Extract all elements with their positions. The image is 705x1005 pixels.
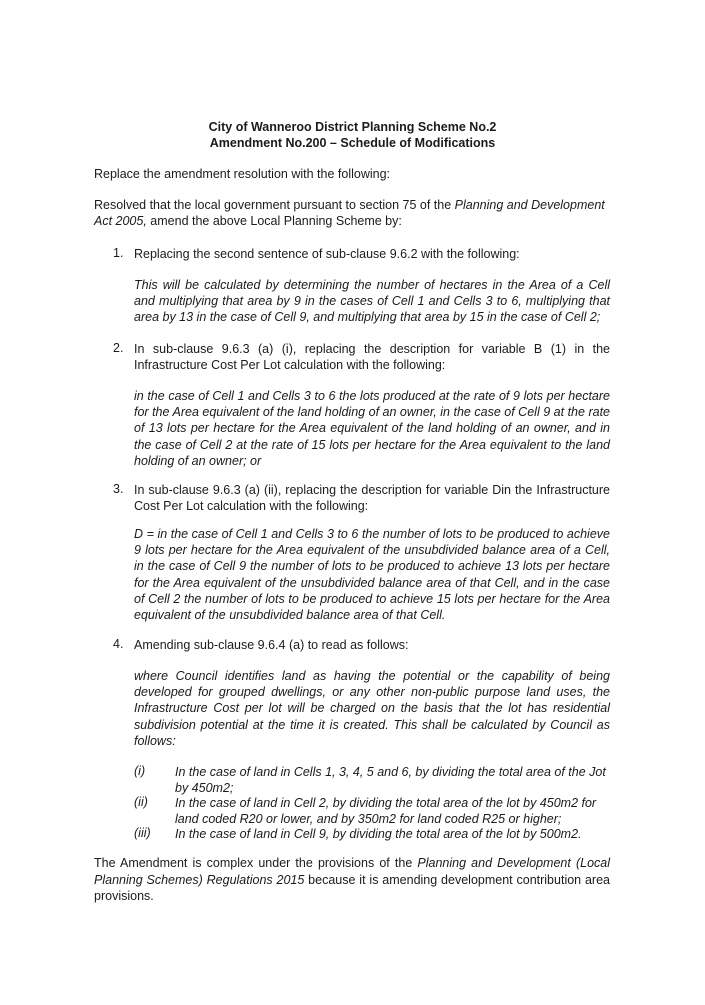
closing-text-before: The Amendment is complex under the provisions of the [94, 856, 418, 870]
item-quote: D = in the case of Cell 1 and Cells 3 to 6 the number of lots to be produced to achieve 9 lots per hectare for the Area equivalent of the unsubdivided balance area of a Cell, in the case of Cell 9 the number of lots to be produced to achieve 13 lots per hectare for the Area equivalent of the unsubdivided balance area of that Cell, and in the case of Cell 2 the number of lots to be produced to achieve 15 lots per hectare for the Area equivalent of the unsubdivided balance area of that Cell. [134, 527, 610, 623]
closing-text-after: because it is amending development contribution area provisions. [94, 872, 610, 903]
regulation-name: Planning and Development (Local Planning Schemes) Regulations 2015 [94, 856, 610, 887]
item-quote: This will be calculated by determining the number of hectares in the Area of a Cell and multiplying that area by 9 in the cases of Cell 1 and Cells 3 to 6, multiplying that area by 13 in the case of Cell 9, and multiplying that area by 15 in the case of Cell 2; [134, 278, 610, 325]
subitem-text: In the case of land in Cell 2, by dividing the total area of the lot by 450m2 for land coded R20 or lower, and by 350m2 for land coded R25 or higher; [175, 796, 597, 827]
closing-paragraph [94, 855, 610, 905]
item-number: 3. [113, 482, 124, 496]
resolution-paragraph [94, 197, 610, 229]
item-quote: where Council identifies land as having the potential or the capability of being developed for grouped dwellings, or any other non-public purpose land uses, the Infrastructure Cost per lot will be charged on the basis that the lot has residential subdivision potential at the time it is created. This shall be calculated by Council as follows: [134, 669, 610, 748]
act-name: Planning and Development Act 2005, [94, 198, 605, 228]
item-text: In sub-clause 9.6.3 (a) (i), replacing the description for variable B (1) in the Infrastructure Cost Per Lot calculation with the following: [134, 342, 610, 372]
item-text: Amending sub-clause 9.6.4 (a) to read as follows: [134, 638, 409, 652]
item-number: 2. [113, 341, 124, 355]
intro-paragraph: Replace the amendment resolution with the following: [94, 167, 391, 181]
item-text: Replacing the second sentence of sub-clause 9.6.2 with the following: [134, 247, 520, 261]
resolution-text-after: amend the above Local Planning Scheme by: [146, 214, 402, 228]
item-quote: in the case of Cell 1 and Cells 3 to 6 the lots produced at the rate of 9 lots per hectare for the Area equivalent of the land holding of an owner, in the case of Cell 9 at the rate of 13 lots per hectare for the Area equivalent of the land holding of an owner, and in the case of Cell 2 at the rate of 15 lots per hectare for the Area equivalent to the land holding of an owner; or [134, 389, 610, 468]
document-subtitle: Amendment No.200 – Schedule of Modifications [209, 136, 496, 150]
subitem-numeral: (iii) [134, 826, 151, 840]
item-number: 4. [113, 637, 124, 651]
subitem-text: In the case of land in Cells 1, 3, 4, 5 and 6, by dividing the total area of the Jot by 450m2; [175, 765, 606, 796]
item-number: 1. [113, 246, 124, 260]
subitem-text: In the case of land in Cell 9, by dividing the total area of the lot by 500m2. [175, 827, 582, 841]
item-text: In sub-clause 9.6.3 (a) (ii), replacing the description for variable Din the Infrastructure Cost Per Lot calculation with the following: [134, 483, 610, 513]
subitem-numeral: (i) [134, 764, 146, 778]
resolution-text-before: Resolved that the local government pursuant to section 75 of the [94, 198, 455, 212]
subitem-numeral: (ii) [134, 795, 148, 809]
document-title: City of Wanneroo District Planning Scheme No.2 [208, 120, 497, 134]
